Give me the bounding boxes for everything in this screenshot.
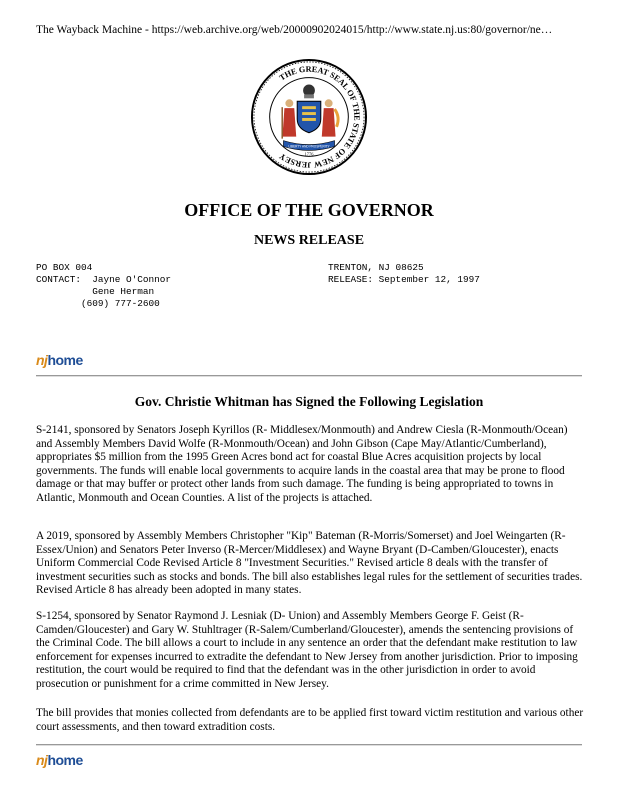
home-logo-text: home [47, 352, 83, 368]
nj-home-link-bottom[interactable] [36, 752, 83, 768]
release-type: NEWS RELEASE [253, 233, 365, 248]
state-seal-image [250, 58, 368, 176]
contact-block-left: PO BOX 004 CONTACT: Jayne O'Connor Gene Herman (609) 777-2600 [36, 262, 172, 309]
headline: Gov. Christie Whitman has Signed the Following Legislation [134, 394, 484, 409]
home-logo-text: home [47, 752, 83, 768]
divider-bottom [36, 744, 582, 746]
nj-logo-text: nj [36, 752, 48, 768]
paragraph-s2141: S-2141, sponsored by Senators Joseph Kyrillos (R- Middlesex/Monmouth) and Andrew Ciesla (R-Monmouth/Ocean) and Assembly Members David Wolfe (R-Monmouth/Ocean) and John Gibson (Cape May/Atlantic/Cumberland), appropriates $5 million from the 1995 Green Acres bond act for coastal Blue Acres acquisition projects by local governments. The funds will enable local governments to acquire lands in the coastal area that may be prone to flood damage or that may buffer or protect other lands from such damage. The funding is being appropriated to towns in Atlantic, Monmouth and Ocean Counties. A list of the projects is attached. [36, 424, 568, 504]
seal-year-text: 1776 [304, 151, 314, 157]
divider-top [36, 375, 582, 377]
nj-logo-text: nj [36, 352, 48, 368]
paragraph-monies: The bill provides that monies collected from defendants are to be applied first toward victim restitution and various other court assessments, and then toward extradition costs. [36, 707, 584, 733]
paragraph-s1254: S-1254, sponsored by Senator Raymond J. Lesniak (D- Union) and Assembly Members George F. Geist (R-Camden/Gloucester) and Gary W. Stuhltrager (R-Salem/Cumberland/Gloucester), amends the sentencing provisions of the Criminal Code. The bill allows a court to include in any sentence an order that the defendant make restitution to law enforcement for expenses incurred to extradite the defendant to New Jersey from another jurisdiction. Prior to imposing restitution, the court would be required to find that the defendant was in the other jurisdiction in order to avoid prosecution or punishment for a crime committed in New Jersey. [36, 610, 578, 690]
nj-home-link[interactable] [36, 352, 83, 368]
paragraph-a2019: A 2019, sponsored by Assembly Members Christopher "Kip" Bateman (R-Morris/Somerset) and Joel Weingarten (R- Essex/Union) and Senators Peter Inverso (R-Mercer/Middlesex) and Wayne Bryant (D-Camben/Gloucester), enacts Uniform Commercial Code Revised Article 8 "Investment Securities." Revised article 8 deals with the transfer of investment securities such as stocks and bonds. The bill also establishes legal rules for the settlement of securities trades. Revised Article 8 has already been adopted in many states. [36, 530, 583, 597]
seal-ring-text: THE GREAT SEAL OF THE STATE OF NEW JERSEY [277, 64, 362, 170]
seal-ribbon-text: LIBERTY AND PROSPERITY [288, 144, 330, 149]
wayback-header: The Wayback Machine - https://web.archive.org/web/20000902024015/http://www.state.nj.us:80/governor/ne… [36, 24, 553, 36]
contact-block-right: TRENTON, NJ 08625 RELEASE: September 12, 1997 [328, 262, 480, 285]
office-title: OFFICE OF THE GOVERNOR [184, 200, 434, 220]
